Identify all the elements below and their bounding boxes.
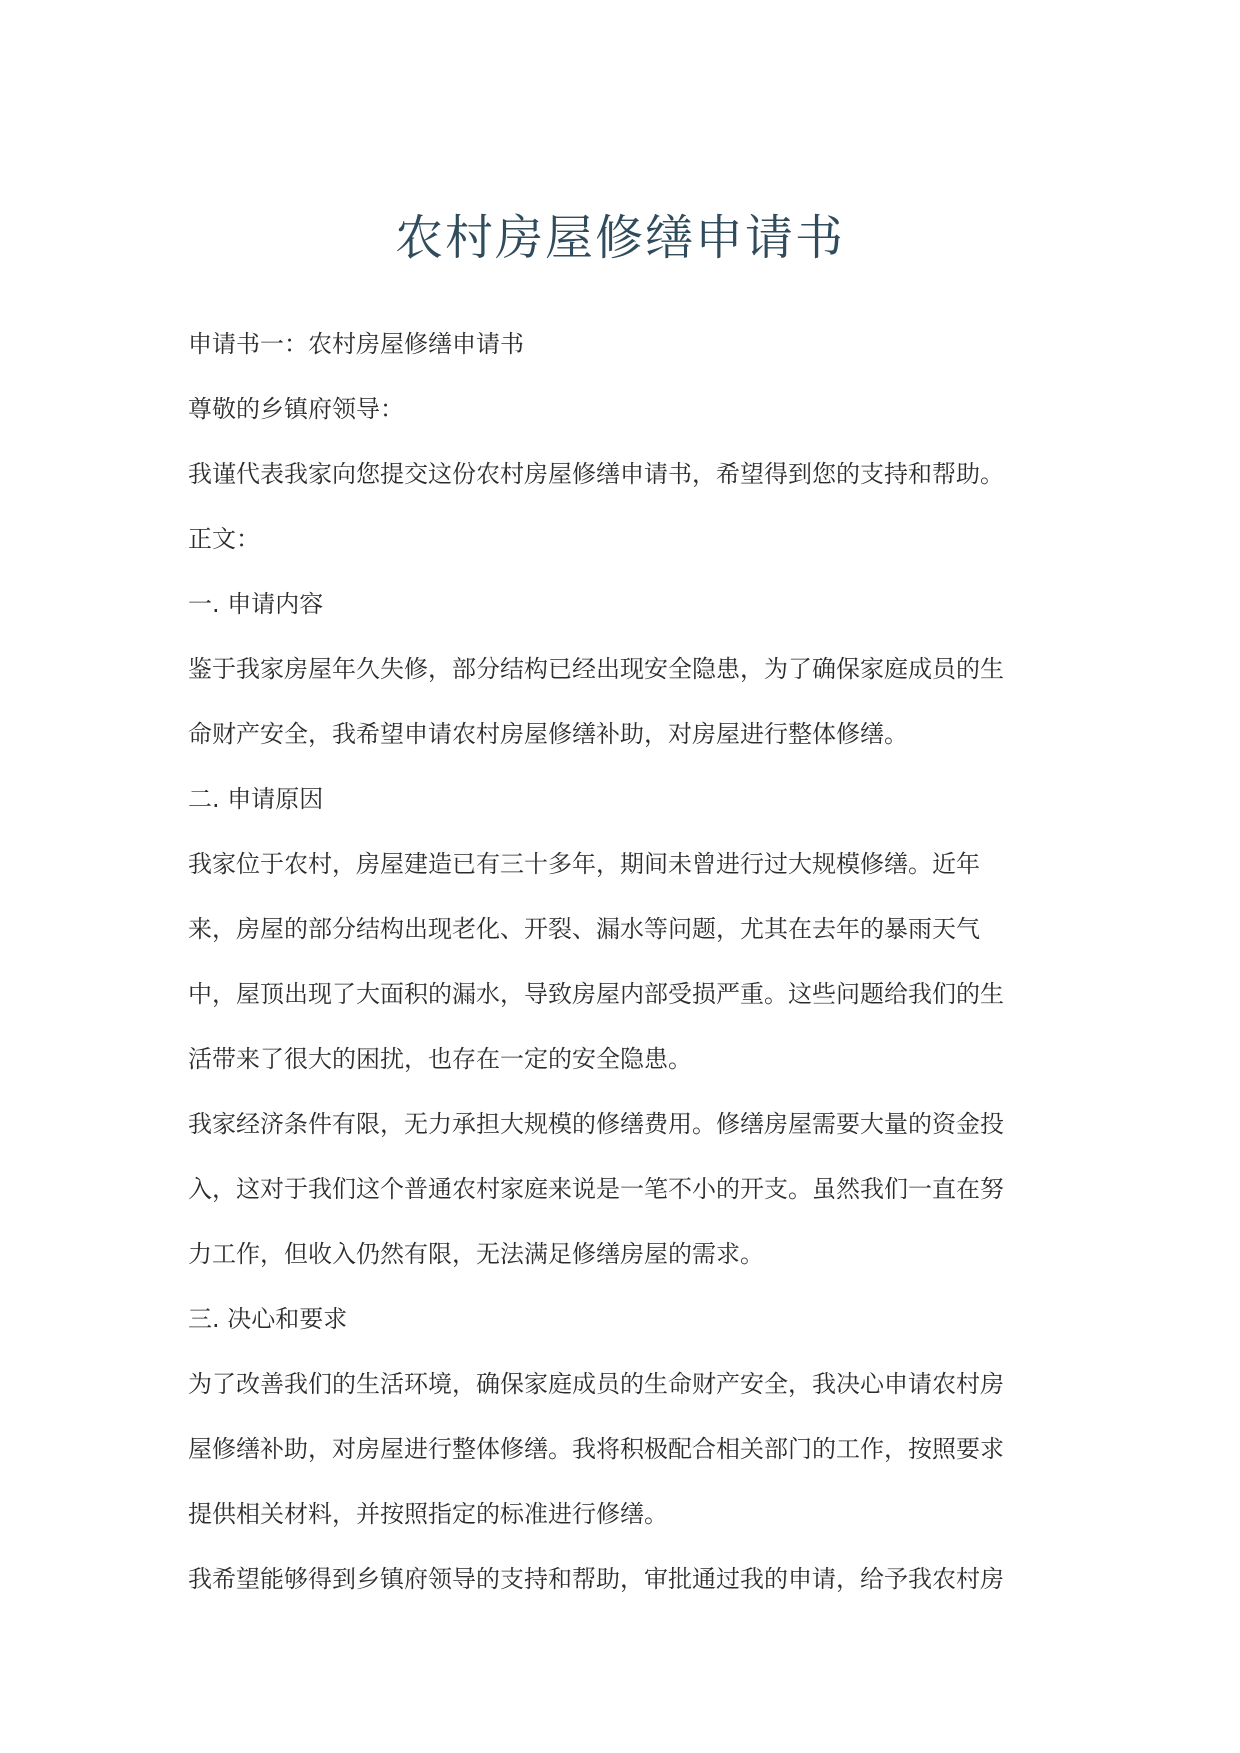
text-line: 入，这对于我们这个普通农村家庭来说是一笔不小的开支。虽然我们一直在努: [188, 1175, 1004, 1203]
text-line: 我家位于农村，房屋建造已有三十多年，期间未曾进行过大规模修缮。近年: [188, 850, 980, 878]
text-line: 中，屋顶出现了大面积的漏水，导致房屋内部受损严重。这些问题给我们的生: [188, 980, 1004, 1008]
document-title: 农村房屋修缮申请书: [394, 210, 845, 266]
section-heading: 三. 决心和要求: [188, 1305, 348, 1333]
text-line: 力工作，但收入仍然有限，无法满足修缮房屋的需求。: [188, 1240, 764, 1268]
document-body: [188, 312, 1048, 1612]
text-line: 来，房屋的部分结构出现老化、开裂、漏水等问题，尤其在去年的暴雨天气: [188, 915, 980, 943]
text-line: 我家经济条件有限，无力承担大规模的修缮费用。修缮房屋需要大量的资金投: [188, 1110, 1004, 1138]
text-line: 我希望能够得到乡镇府领导的支持和帮助，审批通过我的申请，给予我农村房: [188, 1565, 1004, 1593]
section-heading: 一. 申请内容: [188, 590, 324, 618]
text-line: 活带来了很大的困扰，也存在一定的安全隐患。: [188, 1045, 692, 1073]
text-line: 提供相关材料，并按照指定的标准进行修缮。: [188, 1500, 668, 1528]
text-line: 屋修缮补助，对房屋进行整体修缮。我将积极配合相关部门的工作，按照要求: [188, 1435, 1004, 1463]
text-line: 正文：: [188, 525, 260, 553]
text-line: 尊敬的乡镇府领导：: [188, 395, 404, 423]
text-line: 申请书一：农村房屋修缮申请书: [188, 330, 524, 358]
section-heading: 二. 申请原因: [188, 785, 324, 813]
text-line: 命财产安全，我希望申请农村房屋修缮补助，对房屋进行整体修缮。: [188, 720, 908, 748]
text-line: 为了改善我们的生活环境，确保家庭成员的生命财产安全，我决心申请农村房: [188, 1370, 1004, 1398]
text-line: 我谨代表我家向您提交这份农村房屋修缮申请书，希望得到您的支持和帮助。: [188, 460, 1004, 488]
text-line: 鉴于我家房屋年久失修，部分结构已经出现安全隐患，为了确保家庭成员的生: [188, 655, 1004, 683]
